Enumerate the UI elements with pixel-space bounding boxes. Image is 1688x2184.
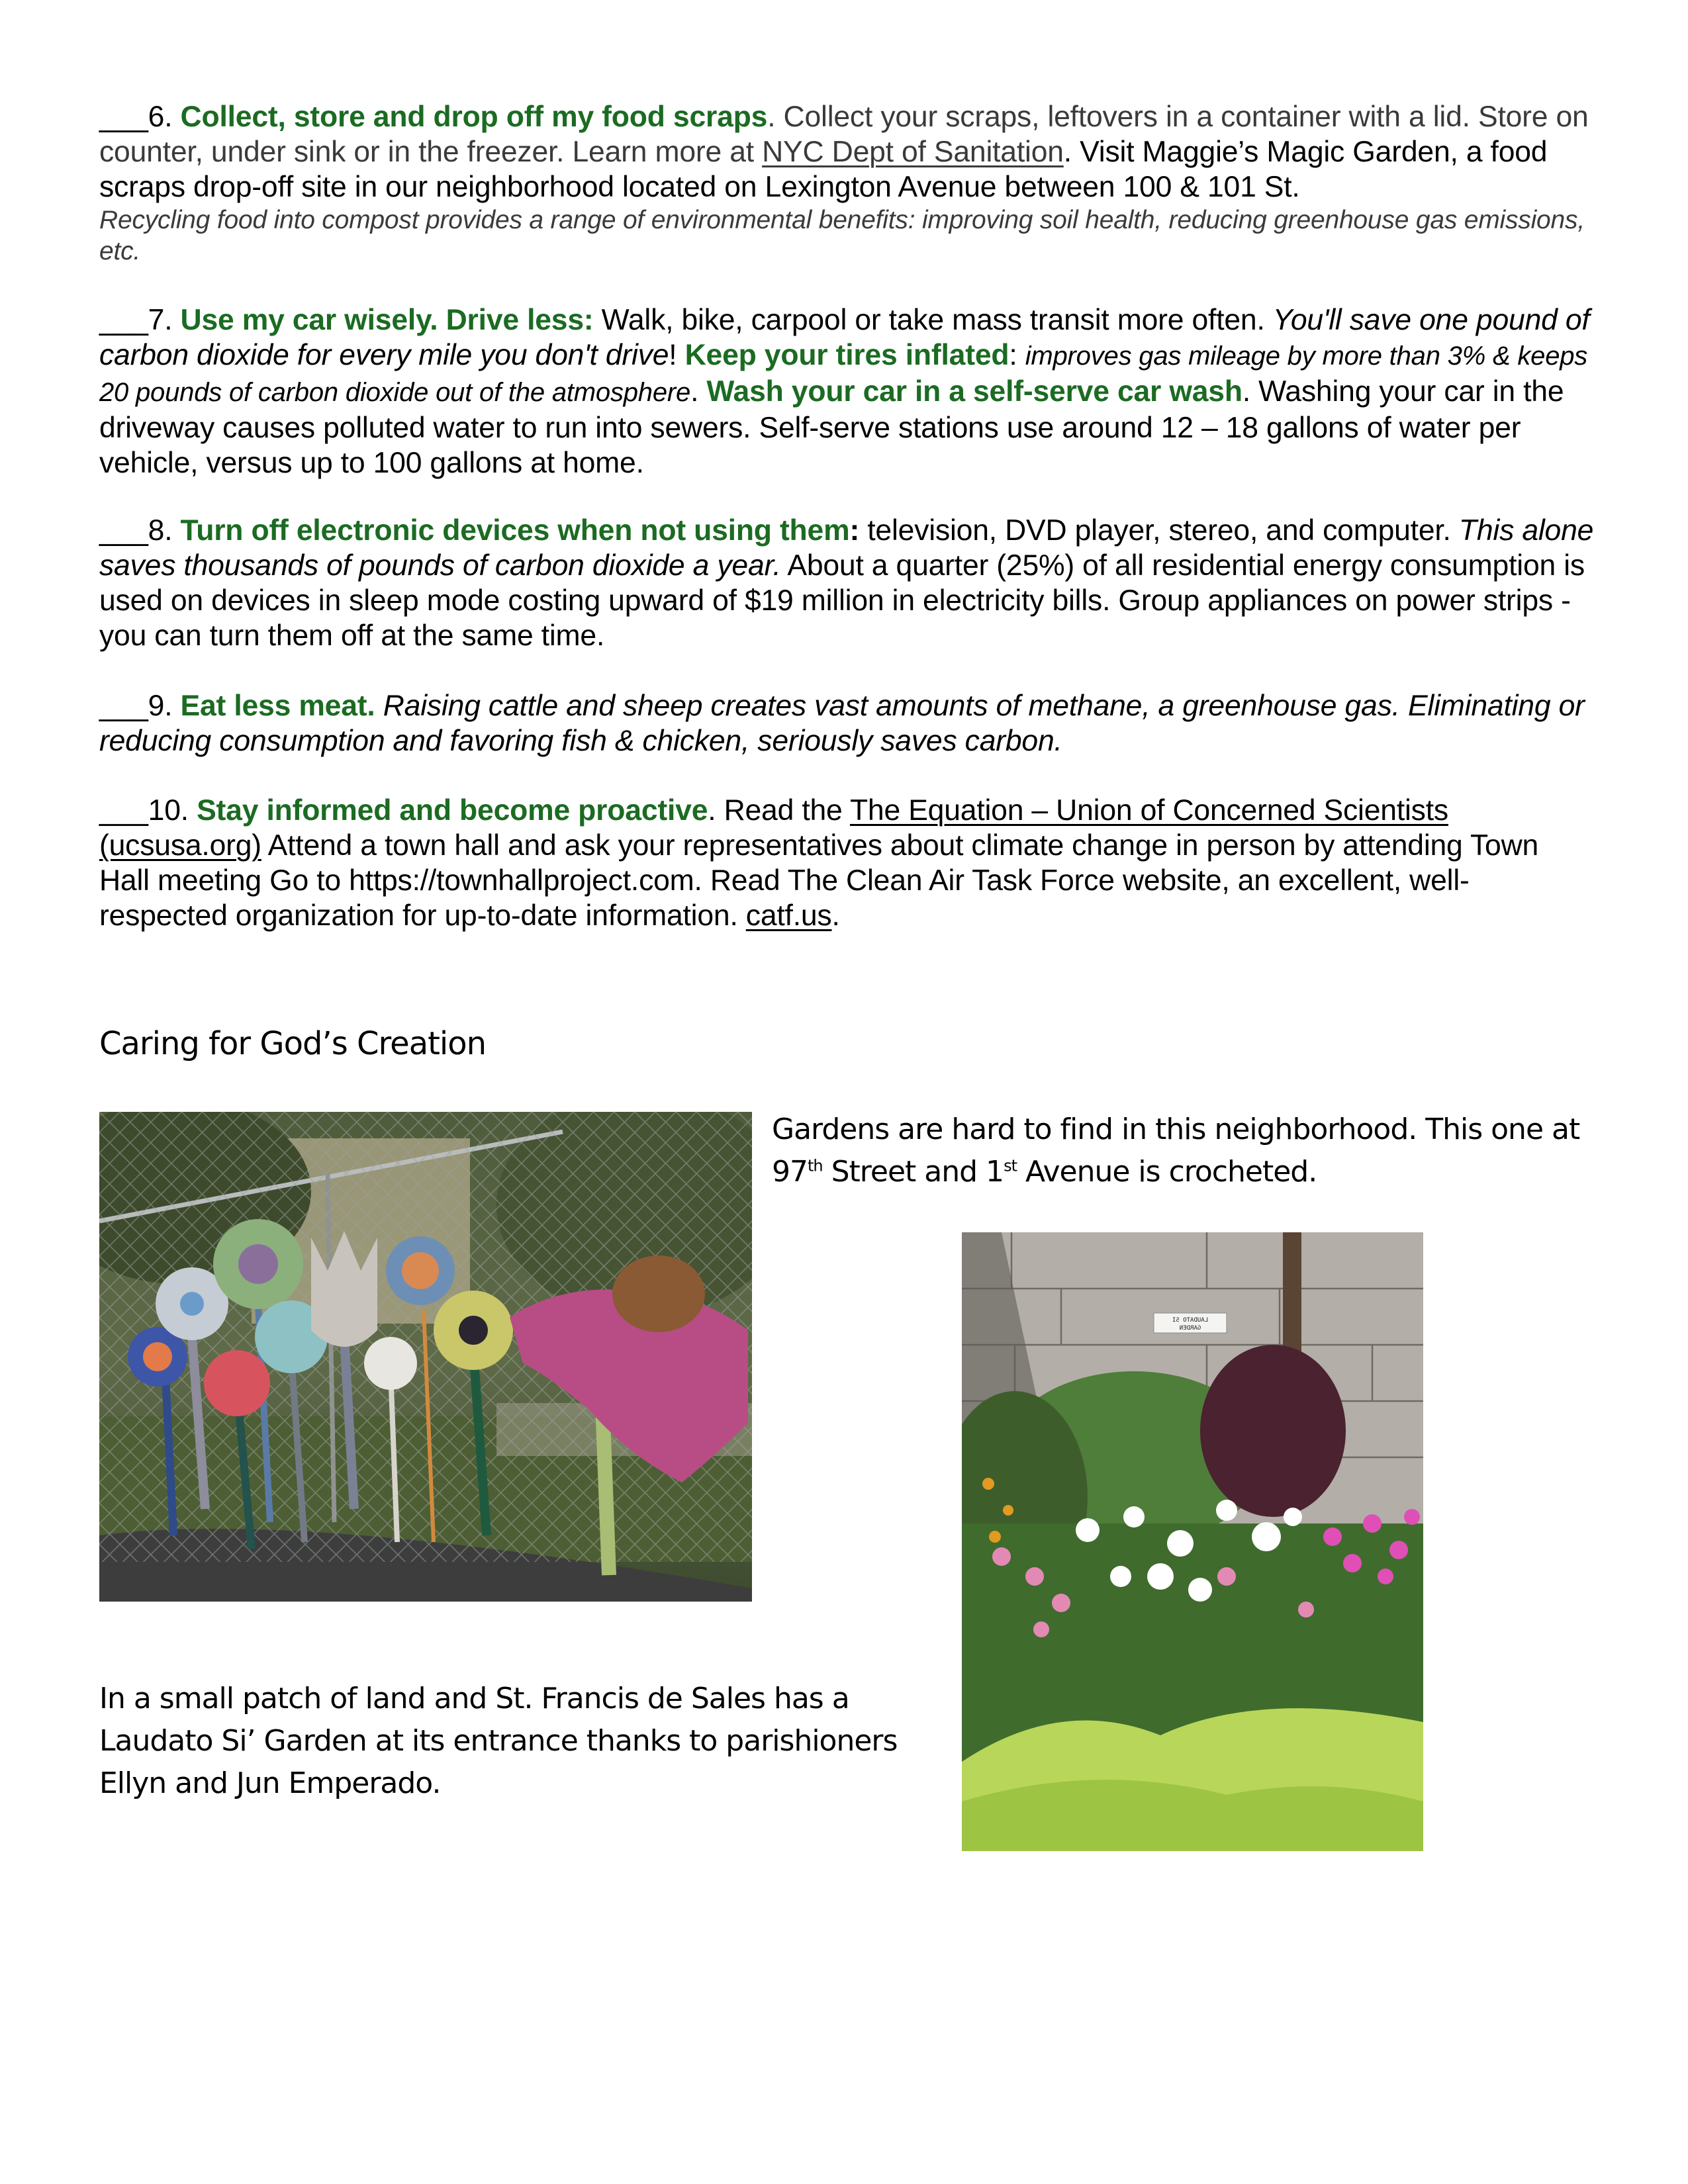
- tip-text: !: [669, 339, 685, 371]
- section-title: Caring for God’s Creation: [99, 1025, 487, 1062]
- tip-number: ___10.: [99, 794, 197, 827]
- tip-text: .: [831, 899, 840, 932]
- tip-text: About a quarter (25%) of all residential energy consumption is used on devices in sleep mode costing upward of $19 million in electricity bills. Group appliances on power strips - you can turn them off at the same time.: [99, 549, 1585, 652]
- tip-item-7: [99, 302, 1595, 480]
- tip-subheading: Wash your car in a self-serve car wash: [706, 375, 1243, 408]
- tip-italic: You'll save one pound of carbon dioxide for every mile you don't drive: [99, 304, 1590, 371]
- tip-number: ___6.: [99, 101, 181, 133]
- ordinal-suffix: st: [1004, 1156, 1017, 1175]
- tip-text: :: [1009, 339, 1025, 371]
- garden-sign-line2: GARDEN: [1179, 1325, 1201, 1332]
- tip-colon: :: [849, 514, 860, 547]
- tip-text: . Collect your scraps, leftovers in a container with a lid. Store on counter, under sink or in the freezer. Learn more at: [99, 101, 1589, 168]
- laudato-si-garden-photo: [962, 1232, 1423, 1851]
- tip-subheading: Keep your tires inflated: [684, 339, 1009, 371]
- tip-text: television, DVD player, stereo, and computer.: [859, 514, 1459, 547]
- tip-heading: Stay informed and become proactive: [197, 794, 708, 827]
- tip-text: . Read the: [708, 794, 850, 827]
- caption-text: Gardens are hard to find in this neighborhood. This one at 97: [772, 1113, 1580, 1189]
- crocheted-garden-photo: [99, 1112, 752, 1602]
- ordinal-suffix: th: [808, 1156, 823, 1175]
- tip-heading: Use my car wisely. Drive less:: [180, 304, 594, 336]
- tip-heading: Turn off electronic devices when not using them: [180, 514, 850, 547]
- tip-item-8: [99, 513, 1595, 653]
- tip-number: ___7.: [99, 304, 181, 336]
- tip-item-10: [99, 793, 1595, 933]
- tip-number: ___9.: [99, 690, 181, 722]
- caption-text: Street and 1: [822, 1155, 1004, 1189]
- tip-text: Walk, bike, carpool or take mass transit more often.: [593, 304, 1273, 336]
- garden-sign-line1: LAUDATO SI: [1172, 1317, 1209, 1324]
- tip-item-6: [99, 99, 1595, 267]
- tip-text: . Washing your car in the driveway causes polluted water to run into sewers. Self-serve stations use around 12 – 18 gallons of water per vehicle, versus up to 100 gallons at home.: [99, 375, 1564, 479]
- tip-text: .: [690, 375, 707, 408]
- caption-text: Avenue is crocheted.: [1016, 1155, 1317, 1189]
- tip-note: Recycling food into compost provides a range of environmental benefits: improving soil health, reducing greenhouse gas emissions, etc.: [99, 206, 1585, 265]
- tip-text: . Visit Maggie’s Magic Garden, a food scraps drop-off site in our neighborhood located on Lexington Avenue between 100 & 101 St.: [99, 136, 1548, 203]
- nyc-sanitation-link[interactable]: NYC Dept of Sanitation: [762, 136, 1064, 168]
- tip-heading: Eat less meat.: [180, 690, 375, 722]
- laudato-si-garden-caption: In a small patch of land and St. Francis de Sales has a Laudato Si’ Garden at its entrance thanks to parishioners Ellyn and Jun Emperado.: [99, 1682, 898, 1800]
- tip-heading: Collect, store and drop off my food scraps: [180, 101, 768, 133]
- tip-italic: Raising cattle and sheep creates vast amounts of methane, a greenhouse gas. Eliminating or reducing consumption and favoring fish & chicken, seriously saves carbon.: [99, 690, 1585, 757]
- crochet-garden-caption: [772, 1109, 1606, 1193]
- tip-item-9: [99, 688, 1595, 758]
- tip-italic: This alone saves thousands of pounds of carbon dioxide a year.: [99, 514, 1594, 582]
- tip-number: ___8.: [99, 514, 181, 547]
- catf-link[interactable]: catf.us: [745, 899, 832, 932]
- tip-italic: improves gas mileage by more than 3% & keeps 20 pounds of carbon dioxide out of the atmosphere: [99, 341, 1588, 407]
- ucsusa-link[interactable]: The Equation – Union of Concerned Scientists (ucsusa.org): [99, 794, 1448, 862]
- tip-text: Attend a town hall and ask your representatives about climate change in person by attending Town Hall meeting Go to https://townhallproject.com. Read The Clean Air Task Force website, an excellent, well-respected organization for up-to-date information.: [99, 829, 1539, 932]
